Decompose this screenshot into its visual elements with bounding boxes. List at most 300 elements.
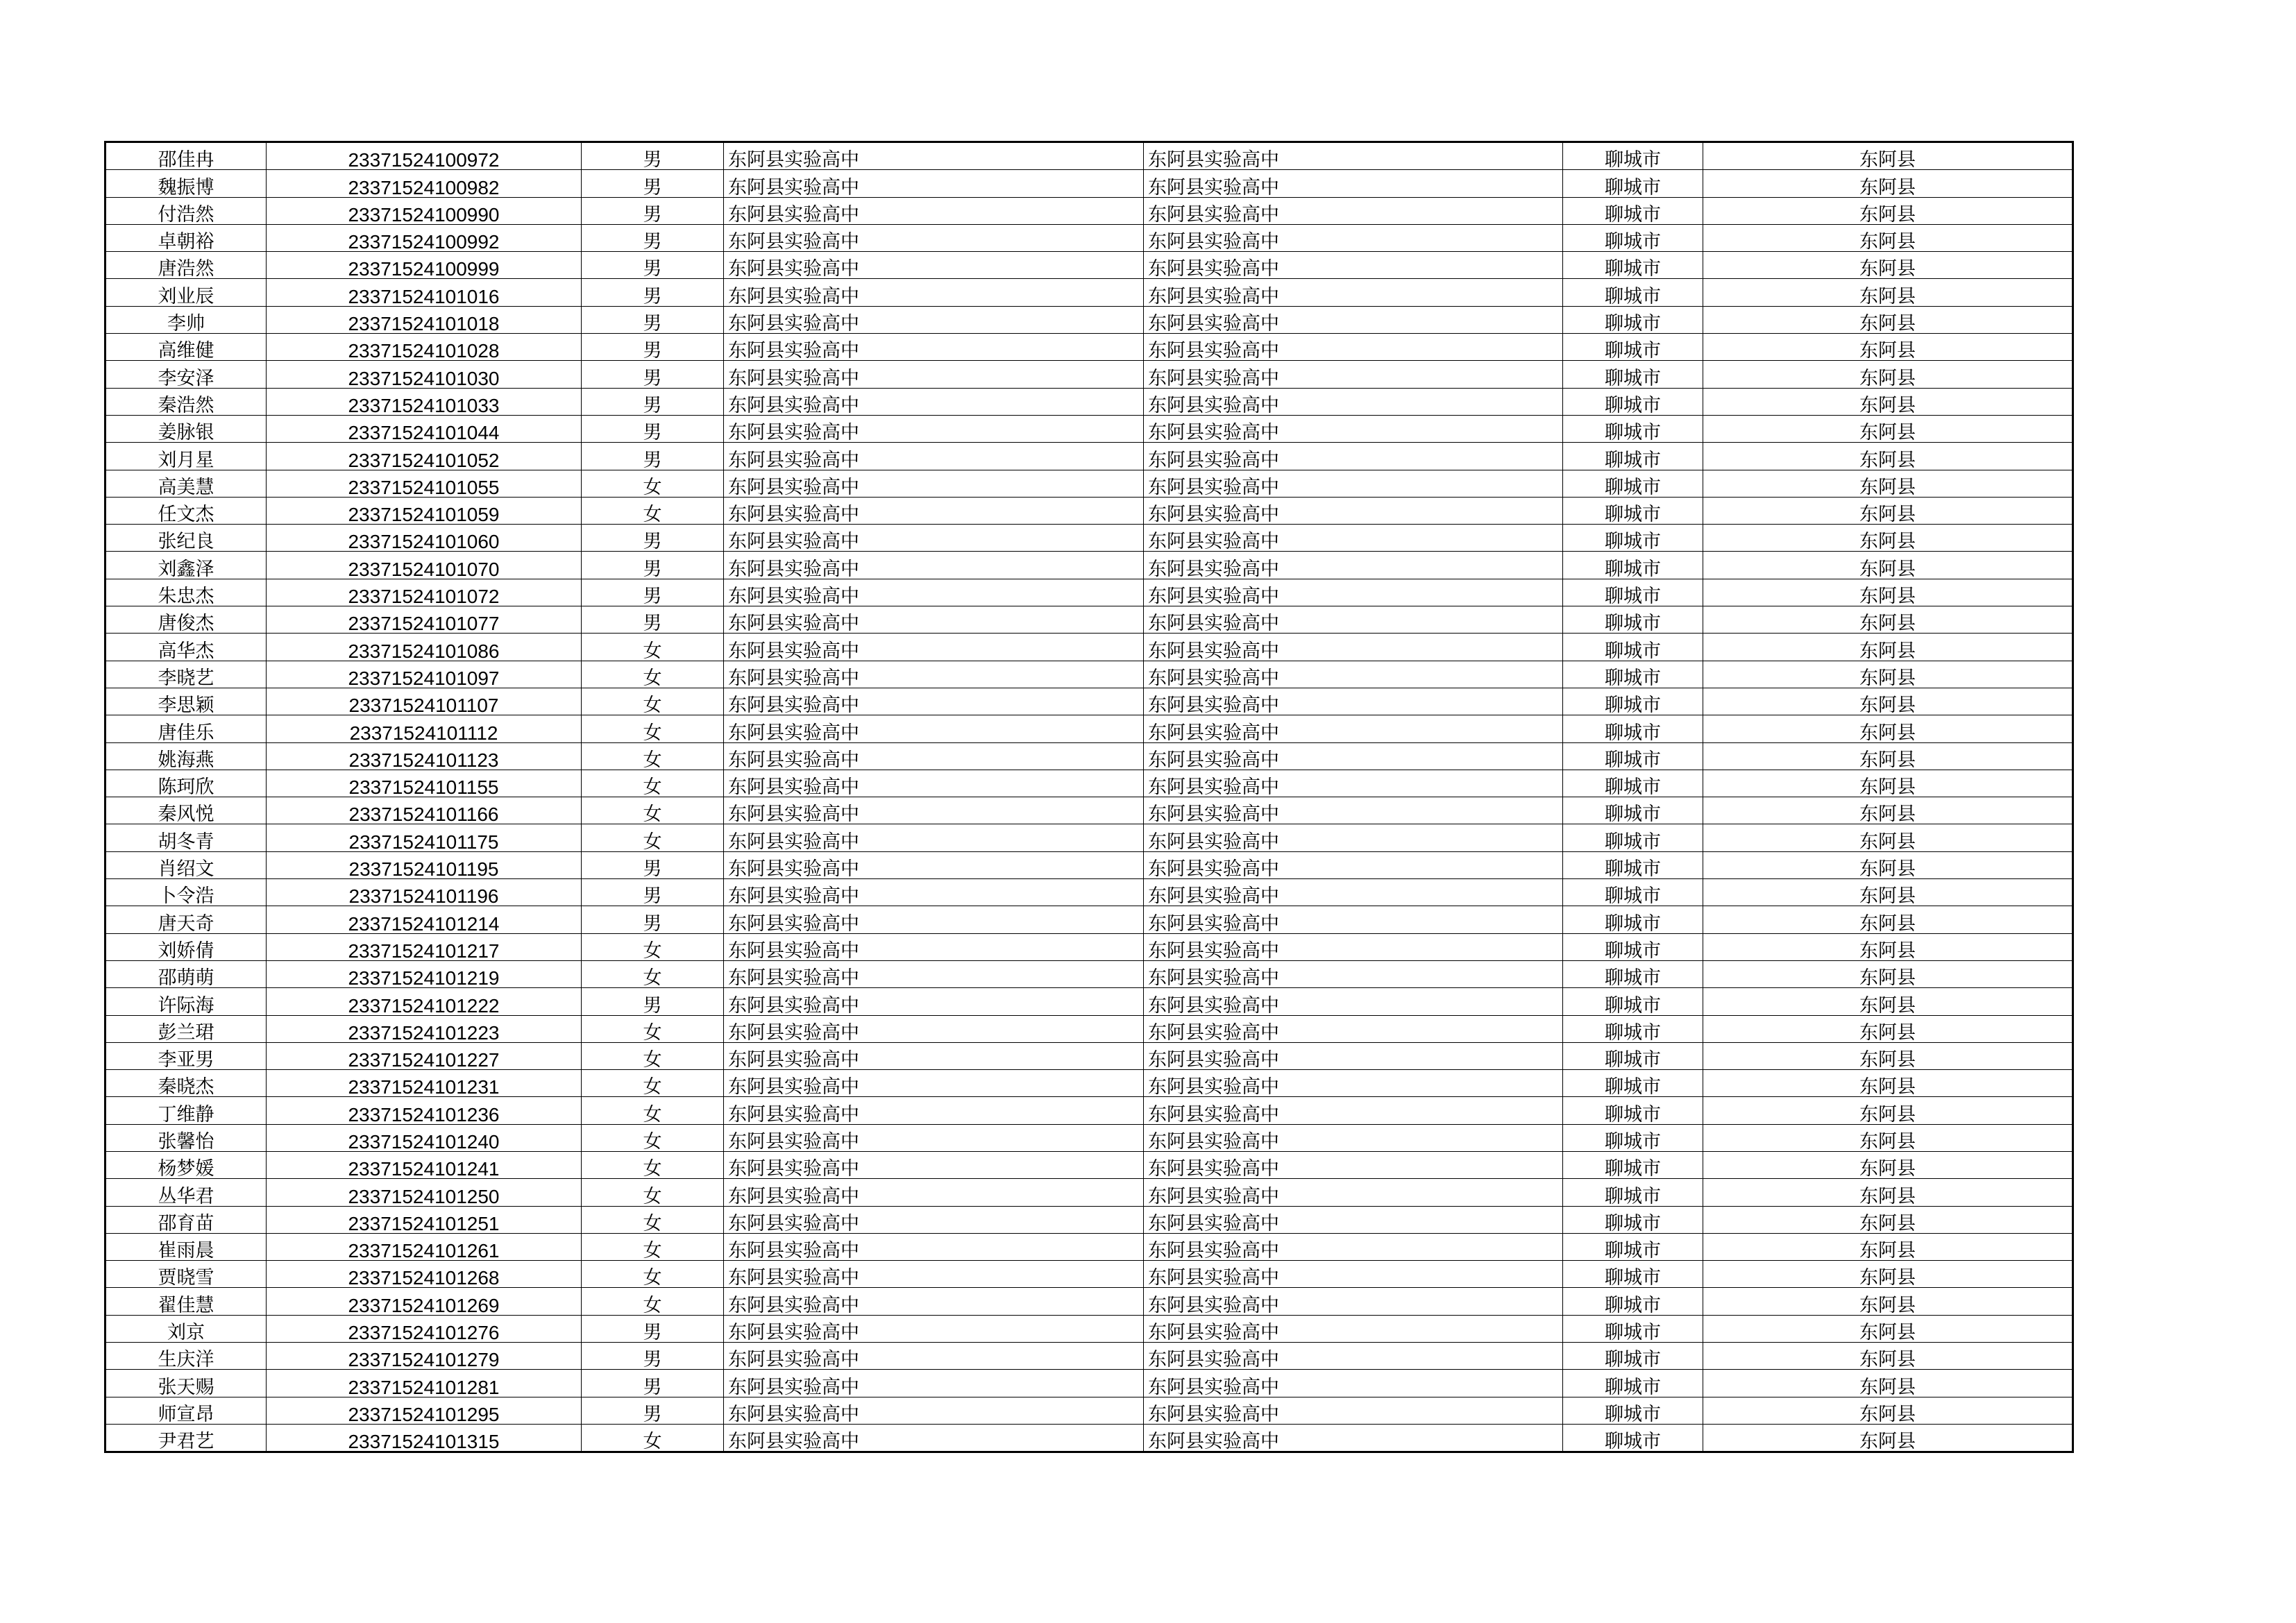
exam-site-cell: 东阿县实验高中 [1144, 415, 1563, 442]
table-row [105, 906, 2073, 933]
county-cell: 东阿县 [1703, 1124, 2073, 1151]
exam-site-cell: 东阿县实验高中 [1144, 361, 1563, 388]
school-cell: 东阿县实验高中 [724, 1288, 1144, 1315]
table-row [105, 1097, 2073, 1124]
exam-site-cell: 东阿县实验高中 [1144, 552, 1563, 579]
city-cell: 聊城市 [1563, 688, 1703, 715]
school-cell: 东阿县实验高中 [724, 361, 1144, 388]
city-cell: 聊城市 [1563, 1397, 1703, 1424]
gender-cell: 女 [582, 933, 724, 960]
school-cell: 东阿县实验高中 [724, 415, 1144, 442]
gender-cell: 女 [582, 1233, 724, 1260]
table-row [105, 1370, 2073, 1397]
school-cell: 东阿县实验高中 [724, 770, 1144, 797]
student-name-cell: 许际海 [105, 988, 267, 1015]
county-cell: 东阿县 [1703, 824, 2073, 851]
gender-cell: 男 [582, 906, 724, 933]
exam-site-cell: 东阿县实验高中 [1144, 960, 1563, 987]
gender-cell: 男 [582, 388, 724, 415]
gender-cell: 女 [582, 1070, 724, 1097]
gender-cell: 男 [582, 1343, 724, 1370]
city-cell: 聊城市 [1563, 770, 1703, 797]
exam-number-cell: 23371524101227 [267, 1042, 582, 1069]
gender-cell: 女 [582, 1288, 724, 1315]
city-cell: 聊城市 [1563, 1097, 1703, 1124]
student-name-cell: 李亚男 [105, 1042, 267, 1069]
county-cell: 东阿县 [1703, 170, 2073, 197]
exam-number-cell: 23371524101175 [267, 824, 582, 851]
exam-site-cell: 东阿县实验高中 [1144, 1151, 1563, 1178]
student-name-cell: 邵萌萌 [105, 960, 267, 987]
student-name-cell: 卓朝裕 [105, 224, 267, 251]
school-cell: 东阿县实验高中 [724, 1370, 1144, 1397]
exam-number-cell: 23371524101055 [267, 470, 582, 497]
table-row [105, 1070, 2073, 1097]
gender-cell: 女 [582, 1015, 724, 1042]
exam-number-cell: 23371524101107 [267, 688, 582, 715]
school-cell: 东阿县实验高中 [724, 197, 1144, 224]
table-row [105, 388, 2073, 415]
county-cell: 东阿县 [1703, 306, 2073, 333]
table-row [105, 279, 2073, 306]
school-cell: 东阿县实验高中 [724, 1424, 1144, 1452]
table-row [105, 824, 2073, 851]
exam-site-cell: 东阿县实验高中 [1144, 906, 1563, 933]
exam-number-cell: 23371524101295 [267, 1397, 582, 1424]
school-cell: 东阿县实验高中 [724, 306, 1144, 333]
student-name-cell: 尹君艺 [105, 1424, 267, 1452]
gender-cell: 女 [582, 1206, 724, 1233]
county-cell: 东阿县 [1703, 388, 2073, 415]
school-cell: 东阿县实验高中 [724, 988, 1144, 1015]
exam-number-cell: 23371524101214 [267, 906, 582, 933]
school-cell: 东阿县实验高中 [724, 1179, 1144, 1206]
city-cell: 聊城市 [1563, 988, 1703, 1015]
exam-number-cell: 23371524100990 [267, 197, 582, 224]
city-cell: 聊城市 [1563, 525, 1703, 552]
exam-number-cell: 23371524101217 [267, 933, 582, 960]
exam-site-cell: 东阿县实验高中 [1144, 388, 1563, 415]
exam-site-cell: 东阿县实验高中 [1144, 1397, 1563, 1424]
student-name-cell: 姜脉银 [105, 415, 267, 442]
exam-site-cell: 东阿县实验高中 [1144, 606, 1563, 634]
student-name-cell: 刘鑫泽 [105, 552, 267, 579]
gender-cell: 女 [582, 824, 724, 851]
gender-cell: 女 [582, 497, 724, 524]
city-cell: 聊城市 [1563, 661, 1703, 688]
exam-number-cell: 23371524101315 [267, 1424, 582, 1452]
student-name-cell: 张天赐 [105, 1370, 267, 1397]
exam-number-cell: 23371524101222 [267, 988, 582, 1015]
gender-cell: 女 [582, 1151, 724, 1178]
city-cell: 聊城市 [1563, 497, 1703, 524]
exam-number-cell: 23371524101112 [267, 715, 582, 742]
table-row [105, 224, 2073, 251]
exam-number-cell: 23371524101251 [267, 1206, 582, 1233]
gender-cell: 男 [582, 1370, 724, 1397]
exam-number-cell: 23371524101269 [267, 1288, 582, 1315]
exam-site-cell: 东阿县实验高中 [1144, 443, 1563, 470]
table-row [105, 688, 2073, 715]
school-cell: 东阿县实验高中 [724, 661, 1144, 688]
school-cell: 东阿县实验高中 [724, 634, 1144, 661]
county-cell: 东阿县 [1703, 334, 2073, 361]
exam-number-cell: 23371524101276 [267, 1315, 582, 1342]
student-name-cell: 刘业辰 [105, 279, 267, 306]
exam-site-cell: 东阿县实验高中 [1144, 279, 1563, 306]
student-name-cell: 唐浩然 [105, 252, 267, 279]
county-cell: 东阿县 [1703, 142, 2073, 170]
exam-number-cell: 23371524101155 [267, 770, 582, 797]
exam-site-cell: 东阿县实验高中 [1144, 1070, 1563, 1097]
exam-site-cell: 东阿县实验高中 [1144, 1233, 1563, 1260]
city-cell: 聊城市 [1563, 470, 1703, 497]
county-cell: 东阿县 [1703, 1370, 2073, 1397]
exam-number-cell: 23371524101123 [267, 742, 582, 770]
exam-number-cell: 23371524101241 [267, 1151, 582, 1178]
table-row [105, 715, 2073, 742]
city-cell: 聊城市 [1563, 415, 1703, 442]
city-cell: 聊城市 [1563, 1343, 1703, 1370]
table-row [105, 1343, 2073, 1370]
city-cell: 聊城市 [1563, 443, 1703, 470]
student-name-cell: 秦浩然 [105, 388, 267, 415]
city-cell: 聊城市 [1563, 1206, 1703, 1233]
student-name-cell: 唐天奇 [105, 906, 267, 933]
county-cell: 东阿县 [1703, 1206, 2073, 1233]
exam-site-cell: 东阿县实验高中 [1144, 1315, 1563, 1342]
exam-site-cell: 东阿县实验高中 [1144, 224, 1563, 251]
school-cell: 东阿县实验高中 [724, 1070, 1144, 1097]
exam-site-cell: 东阿县实验高中 [1144, 306, 1563, 333]
school-cell: 东阿县实验高中 [724, 252, 1144, 279]
county-cell: 东阿县 [1703, 361, 2073, 388]
gender-cell: 男 [582, 170, 724, 197]
student-name-cell: 丁维静 [105, 1097, 267, 1124]
student-name-cell: 刘月星 [105, 443, 267, 470]
exam-number-cell: 23371524101072 [267, 579, 582, 606]
student-name-cell: 刘娇倩 [105, 933, 267, 960]
student-name-cell: 翟佳慧 [105, 1288, 267, 1315]
gender-cell: 男 [582, 361, 724, 388]
county-cell: 东阿县 [1703, 497, 2073, 524]
table-row [105, 1424, 2073, 1452]
school-cell: 东阿县实验高中 [724, 933, 1144, 960]
county-cell: 东阿县 [1703, 933, 2073, 960]
school-cell: 东阿县实验高中 [724, 797, 1144, 824]
gender-cell: 男 [582, 415, 724, 442]
gender-cell: 男 [582, 606, 724, 634]
county-cell: 东阿县 [1703, 1097, 2073, 1124]
school-cell: 东阿县实验高中 [724, 443, 1144, 470]
school-cell: 东阿县实验高中 [724, 1315, 1144, 1342]
exam-number-cell: 23371524101033 [267, 388, 582, 415]
exam-site-cell: 东阿县实验高中 [1144, 634, 1563, 661]
school-cell: 东阿县实验高中 [724, 279, 1144, 306]
gender-cell: 女 [582, 1179, 724, 1206]
county-cell: 东阿县 [1703, 742, 2073, 770]
table-row [105, 1124, 2073, 1151]
exam-number-cell: 23371524100972 [267, 142, 582, 170]
exam-site-cell: 东阿县实验高中 [1144, 197, 1563, 224]
city-cell: 聊城市 [1563, 851, 1703, 878]
table-row [105, 634, 2073, 661]
county-cell: 东阿县 [1703, 1151, 2073, 1178]
exam-site-cell: 东阿县实验高中 [1144, 988, 1563, 1015]
table-row [105, 1151, 2073, 1178]
table-row [105, 470, 2073, 497]
city-cell: 聊城市 [1563, 797, 1703, 824]
school-cell: 东阿县实验高中 [724, 470, 1144, 497]
county-cell: 东阿县 [1703, 770, 2073, 797]
student-name-cell: 高美慧 [105, 470, 267, 497]
exam-number-cell: 23371524101044 [267, 415, 582, 442]
student-name-cell: 唐佳乐 [105, 715, 267, 742]
exam-site-cell: 东阿县实验高中 [1144, 1124, 1563, 1151]
table-row [105, 1288, 2073, 1315]
table-row [105, 252, 2073, 279]
exam-site-cell: 东阿县实验高中 [1144, 1424, 1563, 1452]
gender-cell: 女 [582, 960, 724, 987]
student-name-cell: 魏振博 [105, 170, 267, 197]
exam-site-cell: 东阿县实验高中 [1144, 742, 1563, 770]
county-cell: 东阿县 [1703, 470, 2073, 497]
exam-number-cell: 23371524101240 [267, 1124, 582, 1151]
county-cell: 东阿县 [1703, 415, 2073, 442]
school-cell: 东阿县实验高中 [724, 960, 1144, 987]
county-cell: 东阿县 [1703, 1233, 2073, 1260]
exam-number-cell: 23371524101166 [267, 797, 582, 824]
city-cell: 聊城市 [1563, 1370, 1703, 1397]
student-name-cell: 任文杰 [105, 497, 267, 524]
gender-cell: 男 [582, 306, 724, 333]
gender-cell: 女 [582, 661, 724, 688]
student-name-cell: 付浩然 [105, 197, 267, 224]
student-name-cell: 师宣昂 [105, 1397, 267, 1424]
exam-site-cell: 东阿县实验高中 [1144, 933, 1563, 960]
exam-number-cell: 23371524101077 [267, 606, 582, 634]
gender-cell: 男 [582, 1315, 724, 1342]
school-cell: 东阿县实验高中 [724, 715, 1144, 742]
exam-site-cell: 东阿县实验高中 [1144, 579, 1563, 606]
school-cell: 东阿县实验高中 [724, 1124, 1144, 1151]
exam-site-cell: 东阿县实验高中 [1144, 879, 1563, 906]
gender-cell: 女 [582, 797, 724, 824]
table-row [105, 606, 2073, 634]
exam-site-cell: 东阿县实验高中 [1144, 1042, 1563, 1069]
county-cell: 东阿县 [1703, 1397, 2073, 1424]
exam-number-cell: 23371524101250 [267, 1179, 582, 1206]
city-cell: 聊城市 [1563, 960, 1703, 987]
table-row [105, 988, 2073, 1015]
gender-cell: 女 [582, 688, 724, 715]
school-cell: 东阿县实验高中 [724, 1397, 1144, 1424]
city-cell: 聊城市 [1563, 579, 1703, 606]
exam-site-cell: 东阿县实验高中 [1144, 170, 1563, 197]
school-cell: 东阿县实验高中 [724, 1233, 1144, 1260]
exam-site-cell: 东阿县实验高中 [1144, 1097, 1563, 1124]
exam-number-cell: 23371524101196 [267, 879, 582, 906]
table-row [105, 879, 2073, 906]
table-row [105, 1206, 2073, 1233]
student-name-cell: 朱忠杰 [105, 579, 267, 606]
student-name-cell: 贾晓雪 [105, 1261, 267, 1288]
gender-cell: 男 [582, 579, 724, 606]
city-cell: 聊城市 [1563, 1151, 1703, 1178]
city-cell: 聊城市 [1563, 1042, 1703, 1069]
gender-cell: 女 [582, 1042, 724, 1069]
city-cell: 聊城市 [1563, 279, 1703, 306]
exam-number-cell: 23371524101281 [267, 1370, 582, 1397]
exam-site-cell: 东阿县实验高中 [1144, 824, 1563, 851]
school-cell: 东阿县实验高中 [724, 579, 1144, 606]
city-cell: 聊城市 [1563, 933, 1703, 960]
exam-number-cell: 23371524101223 [267, 1015, 582, 1042]
table-row [105, 742, 2073, 770]
table-row [105, 361, 2073, 388]
exam-number-cell: 23371524101279 [267, 1343, 582, 1370]
exam-number-cell: 23371524101052 [267, 443, 582, 470]
county-cell: 东阿县 [1703, 525, 2073, 552]
exam-site-cell: 东阿县实验高中 [1144, 661, 1563, 688]
gender-cell: 男 [582, 988, 724, 1015]
table-row [105, 579, 2073, 606]
student-name-cell: 姚海燕 [105, 742, 267, 770]
school-cell: 东阿县实验高中 [724, 334, 1144, 361]
table-row [105, 770, 2073, 797]
exam-number-cell: 23371524101059 [267, 497, 582, 524]
school-cell: 东阿县实验高中 [724, 388, 1144, 415]
county-cell: 东阿县 [1703, 1179, 2073, 1206]
exam-site-cell: 东阿县实验高中 [1144, 334, 1563, 361]
county-cell: 东阿县 [1703, 1042, 2073, 1069]
student-name-cell: 崔雨晨 [105, 1233, 267, 1260]
city-cell: 聊城市 [1563, 742, 1703, 770]
school-cell: 东阿县实验高中 [724, 1042, 1144, 1069]
gender-cell: 男 [582, 1397, 724, 1424]
student-name-cell: 胡冬青 [105, 824, 267, 851]
gender-cell: 女 [582, 1261, 724, 1288]
exam-number-cell: 23371524101236 [267, 1097, 582, 1124]
table-row [105, 415, 2073, 442]
school-cell: 东阿县实验高中 [724, 688, 1144, 715]
table-row [105, 661, 2073, 688]
county-cell: 东阿县 [1703, 606, 2073, 634]
school-cell: 东阿县实验高中 [724, 1343, 1144, 1370]
county-cell: 东阿县 [1703, 906, 2073, 933]
county-cell: 东阿县 [1703, 1315, 2073, 1342]
student-name-cell: 高华杰 [105, 634, 267, 661]
school-cell: 东阿县实验高中 [724, 1261, 1144, 1288]
gender-cell: 男 [582, 552, 724, 579]
exam-site-cell: 东阿县实验高中 [1144, 1179, 1563, 1206]
student-name-cell: 张馨怡 [105, 1124, 267, 1151]
city-cell: 聊城市 [1563, 1288, 1703, 1315]
table-row [105, 1233, 2073, 1260]
student-name-cell: 秦风悦 [105, 797, 267, 824]
exam-site-cell: 东阿县实验高中 [1144, 1288, 1563, 1315]
exam-number-cell: 23371524101268 [267, 1261, 582, 1288]
city-cell: 聊城市 [1563, 1261, 1703, 1288]
gender-cell: 男 [582, 851, 724, 878]
gender-cell: 男 [582, 142, 724, 170]
city-cell: 聊城市 [1563, 634, 1703, 661]
exam-number-cell: 23371524101231 [267, 1070, 582, 1097]
county-cell: 东阿县 [1703, 1261, 2073, 1288]
city-cell: 聊城市 [1563, 170, 1703, 197]
gender-cell: 男 [582, 252, 724, 279]
student-name-cell: 生庆洋 [105, 1343, 267, 1370]
school-cell: 东阿县实验高中 [724, 224, 1144, 251]
exam-number-cell: 23371524101018 [267, 306, 582, 333]
city-cell: 聊城市 [1563, 715, 1703, 742]
city-cell: 聊城市 [1563, 1424, 1703, 1452]
county-cell: 东阿县 [1703, 443, 2073, 470]
city-cell: 聊城市 [1563, 361, 1703, 388]
gender-cell: 男 [582, 443, 724, 470]
exam-number-cell: 23371524101261 [267, 1233, 582, 1260]
table-row [105, 960, 2073, 987]
city-cell: 聊城市 [1563, 906, 1703, 933]
exam-site-cell: 东阿县实验高中 [1144, 770, 1563, 797]
city-cell: 聊城市 [1563, 606, 1703, 634]
student-name-cell: 邵佳冉 [105, 142, 267, 170]
city-cell: 聊城市 [1563, 197, 1703, 224]
student-name-cell: 卜令浩 [105, 879, 267, 906]
table-row [105, 552, 2073, 579]
gender-cell: 男 [582, 279, 724, 306]
gender-cell: 男 [582, 197, 724, 224]
city-cell: 聊城市 [1563, 142, 1703, 170]
table-row [105, 497, 2073, 524]
city-cell: 聊城市 [1563, 306, 1703, 333]
school-cell: 东阿县实验高中 [724, 606, 1144, 634]
student-name-cell: 李安泽 [105, 361, 267, 388]
exam-site-cell: 东阿县实验高中 [1144, 1343, 1563, 1370]
gender-cell: 男 [582, 879, 724, 906]
roster-body [105, 142, 2073, 1452]
exam-site-cell: 东阿县实验高中 [1144, 1370, 1563, 1397]
school-cell: 东阿县实验高中 [724, 170, 1144, 197]
gender-cell: 女 [582, 1424, 724, 1452]
city-cell: 聊城市 [1563, 1315, 1703, 1342]
city-cell: 聊城市 [1563, 1124, 1703, 1151]
student-name-cell: 杨梦媛 [105, 1151, 267, 1178]
school-cell: 东阿县实验高中 [724, 525, 1144, 552]
student-name-cell: 彭兰珺 [105, 1015, 267, 1042]
exam-site-cell: 东阿县实验高中 [1144, 715, 1563, 742]
table-row [105, 1179, 2073, 1206]
city-cell: 聊城市 [1563, 334, 1703, 361]
student-roster-table [104, 141, 2074, 1453]
county-cell: 东阿县 [1703, 797, 2073, 824]
student-name-cell: 高维健 [105, 334, 267, 361]
gender-cell: 女 [582, 742, 724, 770]
school-cell: 东阿县实验高中 [724, 142, 1144, 170]
exam-site-cell: 东阿县实验高中 [1144, 1206, 1563, 1233]
gender-cell: 女 [582, 715, 724, 742]
gender-cell: 男 [582, 224, 724, 251]
exam-site-cell: 东阿县实验高中 [1144, 688, 1563, 715]
school-cell: 东阿县实验高中 [724, 824, 1144, 851]
table-row [105, 851, 2073, 878]
exam-site-cell: 东阿县实验高中 [1144, 525, 1563, 552]
exam-site-cell: 东阿县实验高中 [1144, 252, 1563, 279]
city-cell: 聊城市 [1563, 252, 1703, 279]
student-name-cell: 肖绍文 [105, 851, 267, 878]
gender-cell: 男 [582, 334, 724, 361]
student-name-cell: 陈珂欣 [105, 770, 267, 797]
